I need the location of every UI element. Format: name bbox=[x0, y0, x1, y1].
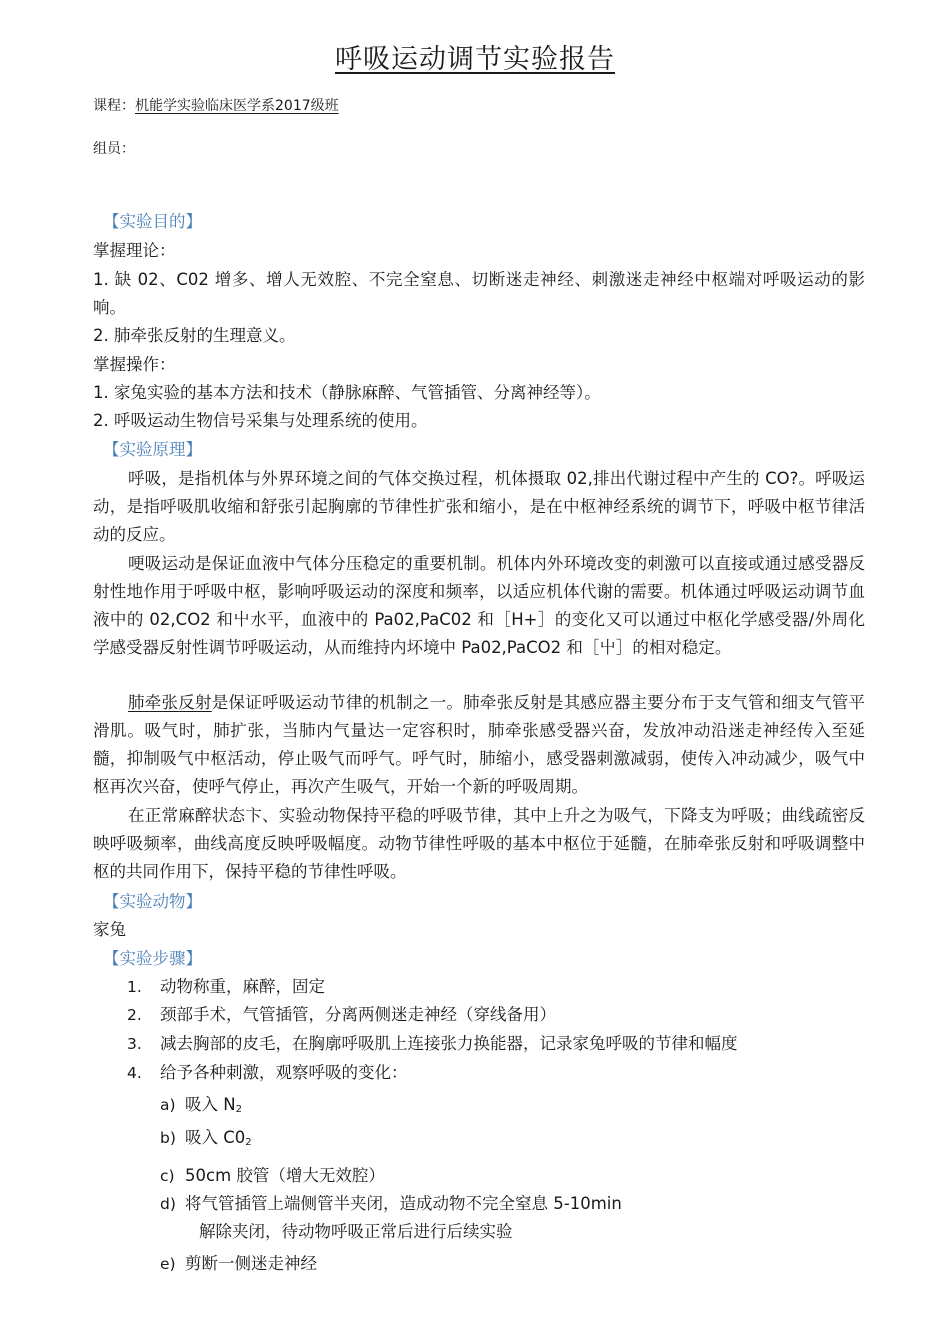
step-text: 动物称重，麻醉，固定 bbox=[160, 977, 325, 996]
substep-letter: d) bbox=[160, 1195, 176, 1213]
substep-text bbox=[185, 1091, 242, 1124]
substep-main: 吸入 C0 bbox=[185, 1128, 246, 1147]
principle-paragraph-1: 呼吸，是指机体与外界环境之间的气体交换过程，机体摄取 02,排出代谢过程中产生的 CO?。呼吸运动，是指呼吸肌收缩和舒张引起胸廓的节律性扩张和缩小，是在中枢神经系统的调节下，呼吸中枢节律活动的反应。 bbox=[93, 469, 865, 544]
subscript: 2 bbox=[235, 1104, 242, 1115]
page-title: 呼吸运动调节实验报告 bbox=[335, 44, 615, 75]
underlined-term: 肺牵张反射 bbox=[128, 693, 212, 712]
step-text: 颈部手术，气管插管，分离两侧迷走神经（穿线备用） bbox=[160, 1005, 556, 1024]
operation-label: 掌握操作： bbox=[93, 355, 176, 374]
operation-item-2: 2. 呼吸运动生物信号采集与处理系统的使用。 bbox=[93, 411, 428, 430]
principle-heading: 【实验原理】 bbox=[103, 440, 202, 459]
principle-paragraph-4: 在正常麻醉状态卞、实验动物保持平稳的呼吸节律，其中上升之为吸气，下降支为呼吸；曲线疏密反映呼吸频率，曲线高度反映呼吸幅度。动物节律性呼吸的基本中枢位于延髓，在肺牵张反射和呼吸调整中枢的共同作用下，保持平稳的节律性呼吸。 bbox=[93, 806, 865, 881]
operation-item-1: 1. 家兔实验的基本方法和技术（静脉麻醉、气管插管、分离神经等）。 bbox=[93, 383, 601, 402]
step-number: 3. bbox=[127, 1035, 142, 1053]
objective-heading: 【实验目的】 bbox=[103, 212, 202, 231]
substep-letter: b) bbox=[160, 1129, 176, 1147]
step-number: 4. bbox=[127, 1064, 142, 1082]
course-value: 机能学实验临床医学系2017级班 bbox=[135, 98, 339, 114]
substep-letter: e) bbox=[160, 1255, 176, 1273]
animal-value: 家兔 bbox=[93, 920, 126, 939]
substep-letter: a) bbox=[160, 1096, 176, 1114]
steps-heading: 【实验步骤】 bbox=[103, 949, 202, 968]
theory-label: 掌握理论： bbox=[93, 241, 176, 260]
subscript: 2 bbox=[245, 1137, 252, 1148]
step-text: 减去胸部的皮毛，在胸廓呼吸肌上连接张力换能器，记录家兔呼吸的节律和幅度 bbox=[160, 1034, 738, 1053]
step-number: 1. bbox=[127, 978, 142, 996]
course-label: 课程： bbox=[93, 98, 135, 114]
substep-text: 剪断一侧迷走神经 bbox=[185, 1254, 317, 1273]
substep-text: 将气管插管上端侧管半夹闭，造成动物不完全窒息 5-10min bbox=[185, 1194, 622, 1213]
theory-item-1: 1. 缺 02、C02 增多、增人无效腔、不完全窒息、切断迷走神经、刺激迷走神经中枢端对呼吸运动的影响。 bbox=[93, 270, 865, 317]
substep-text bbox=[185, 1124, 252, 1157]
substep-continuation: 解除夹闭，待动物呼吸正常后进行后续实验 bbox=[199, 1222, 513, 1241]
animal-heading: 【实验动物】 bbox=[103, 892, 202, 911]
step-text: 给予各种刺激，观察呼吸的变化： bbox=[160, 1063, 408, 1082]
course-line bbox=[93, 96, 339, 116]
step-number: 2. bbox=[127, 1006, 142, 1024]
principle-paragraph-3 bbox=[93, 689, 865, 801]
substep-letter: c) bbox=[160, 1167, 175, 1185]
substep-text: 50cm 胶管（增大无效腔） bbox=[185, 1166, 385, 1185]
principle-paragraph-3-text: 是保证呼吸运动节律的机制之一。肺牵张反射是其感应器主要分布于支气管和细支气管平滑肌。吸气时，肺扩张，当肺内气量达一定容积时，肺牵张感受器兴奋，发放冲动沿迷走神经传入至延髓，抑制吸气中枢活动，停止吸气而呼气。呼气时，肺缩小，感受器刺激减弱，使传入冲动减少，吸气中枢再次兴奋，使呼气停止，再次产生吸气，开始一个新的呼吸周期。 bbox=[93, 693, 866, 796]
theory-item-2: 2. 肺牵张反射的生理意义。 bbox=[93, 326, 296, 345]
members-label: 组员： bbox=[93, 141, 135, 157]
substep-main: 吸入 N bbox=[185, 1095, 236, 1114]
principle-paragraph-2: 哽吸运动是保证血液中气体分压稳定的重要机制。机体内外环境改变的刺激可以直接或通过感受器反射性地作用于呼吸中枢，影响呼吸运动的深度和频率，以适应机体代谢的需要。机体通过呼吸运动调节血液中的 02,CO2 和屮水平，血液中的 Pa02,PaC02 和［H+］的变化又可以通过中枢化学感受器/外周化学感受器反射性调节呼吸运动，从而维持内坏境中 Pa02,PaCO2 和［屮］的相对稳定。 bbox=[93, 554, 865, 657]
